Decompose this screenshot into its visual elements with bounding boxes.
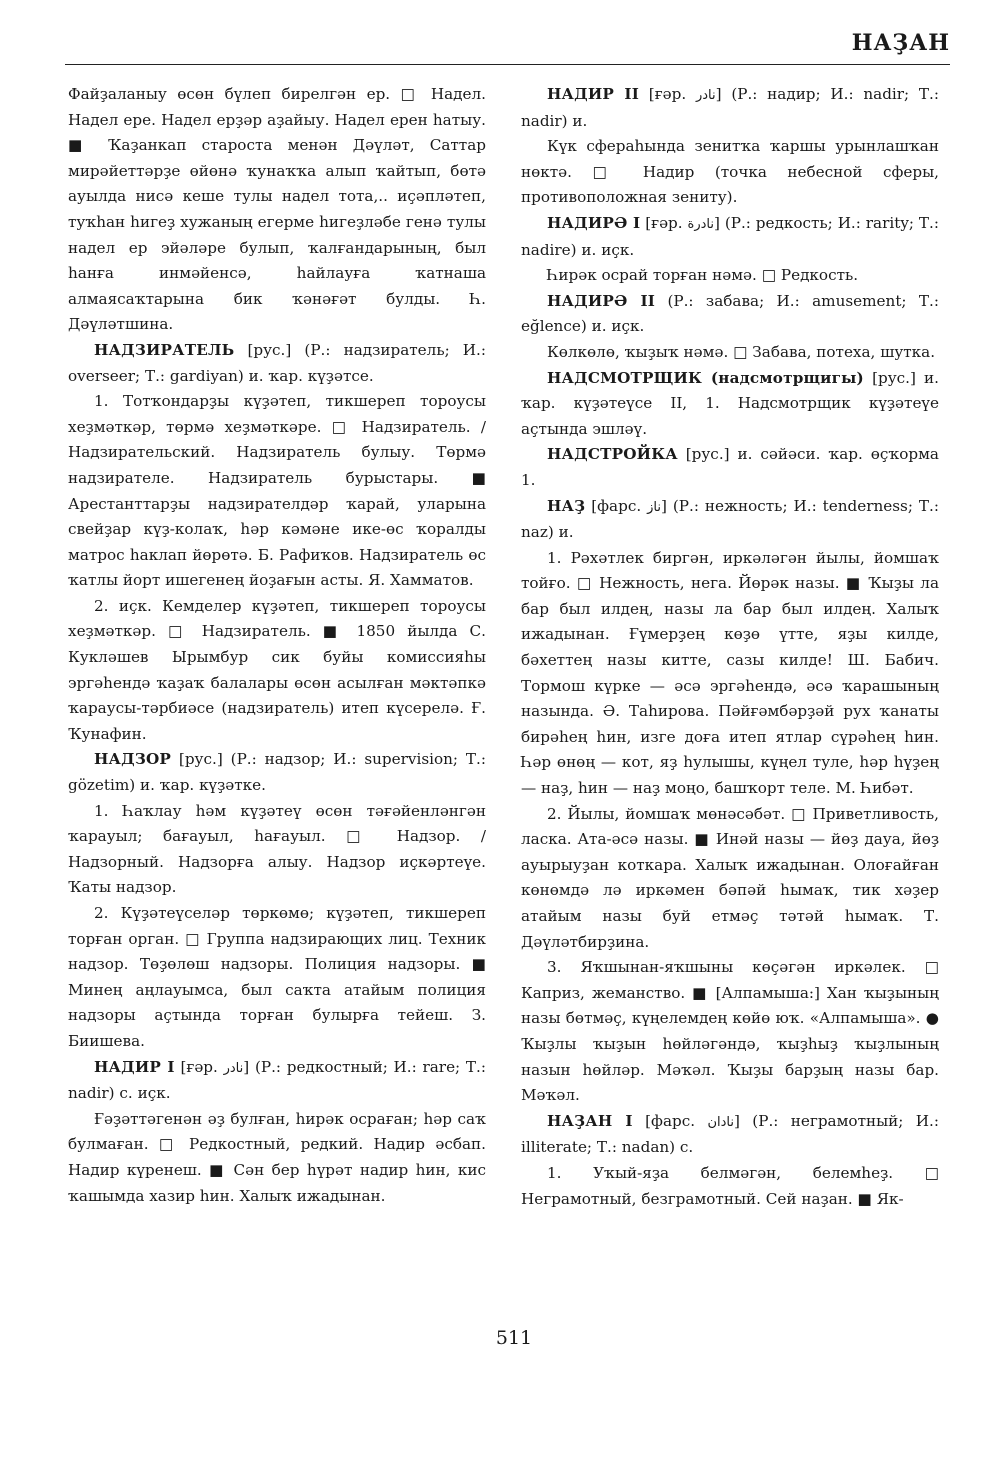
right-column	[521, 82, 939, 1212]
arabic-script: نادر	[223, 1060, 244, 1076]
entry-paragraph: Файҙаланыу өсөн бүлеп бирелгән ер. □ Надел. Надел ере. Надел ерҙәр аҙайыу. Надел ерен һатыу. ■ Ҡаҙанкап староста менән Дәүләт, Саттар мирәйеттәрҙе өйөнә ҡунаҡҡа алып ҡайтып, бөтә ауылда нисә кеше тулы надел тота,.. иҫәпләтеп, туҡһан һигеҙ хужаның егерме һигеҙләбе генә тулы надел ер эйәләре булып, ҡалғандарының, был һанға инмәйенсә, һайлауға ҡатнаша алмаясаҡтарына бик ҡәнәғәт булды. Һ. Дәүләтшина.	[68, 85, 486, 334]
page-number: 511	[495, 1327, 533, 1349]
entry-paragraph: Көлкөлө, ҡыҙыҡ нәмә. □ Забава, потеха, шутка.	[547, 342, 936, 361]
entry-paragraph: НАҘ [фарс. ناز] (Р.: нежность; И.: tenderness; Т.: naz) и.	[521, 496, 939, 542]
entry-paragraph: НАДЗОР [рус.] (Р.: надзор; И.: supervision; Т.: gözetim) и. ҡар. күҙәтке.	[68, 750, 486, 795]
headword: НАҘАН I	[547, 1111, 633, 1130]
headword: НАДИРӘ II	[547, 291, 656, 310]
entry-paragraph: НАДСТРОЙКА [рус.] и. сәйәси. ҡар. өҫҡорма 1.	[521, 445, 939, 489]
headword: НАДЗИРАТЕЛЬ	[94, 340, 235, 359]
entry-paragraph: 2. Күҙәтеүселәр төркөмө; күҙәтеп, тикшереп торған орган. □ Группа надзирающих лиц. Техник надзор. Төҙөлөш надзоры. Полиция надзоры. ■ Минең аңлауымса, был саҡта атайым полиция надзоры аҫтында торған булырға тейеш. З. Биишева.	[68, 904, 486, 1050]
entry-paragraph: 2. Йылы, йомшаҡ мөнәсәбәт. □ Приветливость, ласка. Ата-әсә назы. ■ Инәй назы — йөҙ дауа, йөҙ ауырыуҙан коткара. Халыҡ ижадынан. Олоғайған көнөмдә лә иркәмен бәпәй һымаҡ, тик хәҙер атайым назы буй етмәҫ тәтәй һымаҡ. Т. Дәүләтбирҙина.	[521, 804, 939, 951]
entry-paragraph: НАДИРӘ I [ғәр. نادرة] (Р.: редкость; И.: rarity; Т.: nadire) и. иҫк.	[521, 213, 939, 259]
entry-paragraph: 1. Һаҡлау һәм күҙәтеү өсөн тәғәйенләнгән ҡарауыл; бағауыл, һағауыл. □ Надзор. / Надзорный. Надзорға алыу. Надзор иҫкәртеүе. Ҡаты надзор.	[68, 801, 486, 897]
entry-paragraph: Күк сфераһында зенитҡа ҡаршы урынлашҡан нөктә. □ Надир (точка небесной сферы, противоположная зениту).	[521, 137, 939, 207]
arabic-script: نادان	[707, 1114, 734, 1130]
entry-paragraph: 1. Уҡый-яҙа белмәгән, белемһеҙ. □ Неграмотный, безграмотный. Сей наҙан. ■ Як-	[521, 1163, 939, 1208]
header-rule	[65, 64, 950, 65]
headword: НАДСМОТРЩИК (надсмотрщигы)	[547, 368, 864, 387]
entry-paragraph: 2. иҫк. Кемделер күҙәтеп, тикшереп тороусы хеҙмәткәр. □ Надзиратель. ■ 1850 йылда С. Кукләшев Ырымбур сик буйы комиссияһы эргәһендә ҡаҙаҡ балалары өсөн асылған мәктәпкә ҡараусы-тәрбиәсе (надзиратель) итеп күсерелә. Ғ. Ҡунафин.	[68, 596, 486, 743]
entry-paragraph: НАДСМОТРЩИК (надсмотрщигы) [рус.] и. ҡар. күҙәтеүсе II, 1. Надсмотрщик күҙәтеүе аҫтында эшләү.	[521, 368, 939, 438]
entry-paragraph: Һирәк осрай торған нәмә. □ Редкость.	[547, 266, 859, 285]
entry-paragraph: Ғәҙәттәгенән әҙ булған, һирәк осраған; һәр саҡ булмаған. □ Редкостный, редкий. Надир әсбап. Надир күренеш. ■ Сән бер һүрәт надир һин, кис ҡашымда хазир һин. Халыҡ ижадынан.	[68, 1109, 486, 1205]
entry-paragraph: 1. Рәхәтлек биргән, иркәләгән йылы, йомшаҡ тойғо. □ Нежность, нега. Йөрәк назы. ■ Ҡыҙы ла бар был илдең, назы ла бар был илдең. Халыҡ ижадынан. Ғүмерҙең көҙө үтте, яҙы килде, бәхеттең назы китте, сазы килде! Ш. Бабич. Тормош күрке — әсә эргәһендә, әсә ҡарашының назында. Ә. Таһирова. Пәйғәмбәрҙәй рух ҡанаты бирәһең һин, изге доға итеп ятлар сүрәһең һин. Һәр өнөң — кот, яҙ һулышы, күңел туле, һәр һүҙең — наҙ, һин — наҙ моңо, башҡорт теле. М. Һибәт.	[521, 548, 939, 798]
headword: НАҘ	[547, 496, 586, 515]
entry-paragraph: НАДИРӘ II (Р.: забава; И.: amusement; Т.: eğlence) и. иҫк.	[521, 291, 939, 336]
entry-paragraph: 3. Яҡшынан-яҡшыны көҫәгән иркәлек. □ Каприз, жеманство. ■ [Алпамыша:] Хан ҡыҙының назы бөтмәҫ, күңелемдең көйө юҡ. «Алпамыша». ● Ҡыҙлы ҡыҙын һөйләгәндә, ҡыҙһыҙ ҡыҙлының назын һөйләр. Мәҡәл. Ҡыҙы барҙың назы бар. Мәҡәл.	[521, 958, 939, 1105]
headword: НАДИР II	[547, 85, 640, 103]
entry-paragraph: НАДИР II [ғәр. نادر] (Р.: надир; И.: nadir; Т.: nadir) и.	[521, 85, 939, 130]
headword: НАДЗОР	[94, 750, 172, 769]
headword: НАДИР I	[94, 1057, 175, 1076]
arabic-script: نادر	[695, 88, 716, 103]
entry-paragraph: НАҘАН I [фарс. نادان] (Р.: неграмотный; И.: illiterate; Т.: nadan) с.	[521, 1111, 939, 1157]
running-head: НАҘАН	[851, 30, 950, 56]
headword: НАДСТРОЙКА	[547, 445, 678, 464]
entry-paragraph: НАДЗИРАТЕЛЬ [рус.] (Р.: надзиратель; И.: overseer; Т.: gardiyan) и. ҡар. күҙәтсе.	[68, 340, 486, 385]
headword: НАДИРӘ I	[547, 213, 641, 232]
entry-paragraph: НАДИР I [ғәр. نادر] (Р.: редкостный; И.: rare; Т.: nadir) с. иҫк.	[68, 1057, 486, 1103]
left-column	[68, 82, 486, 1209]
arabic-script: ناز	[647, 499, 661, 515]
entry-paragraph: 1. Тотҡондарҙы күҙәтеп, тикшереп тороусы хеҙмәткәр, төрмә хеҙмәткәре. □ Надзиратель. / Надзирательский. Надзиратель булыу. Төрмә надзирателе. Надзиратель бурыстары. ■ Арестанттарҙы надзирателдәр ҡарай, уларына свейҙар күҙ-колаҡ, һәр кәмәне ике-өс ҡоралды матрос һаклап йөрөтә. Б. Рафиҡов. Надзиратель өс ҡатлы йорт ишегенең йоҙағын асты. Я. Хамматов.	[68, 392, 486, 590]
arabic-script: نادرة	[687, 216, 714, 232]
page-number-wrap	[0, 1327, 1000, 1349]
